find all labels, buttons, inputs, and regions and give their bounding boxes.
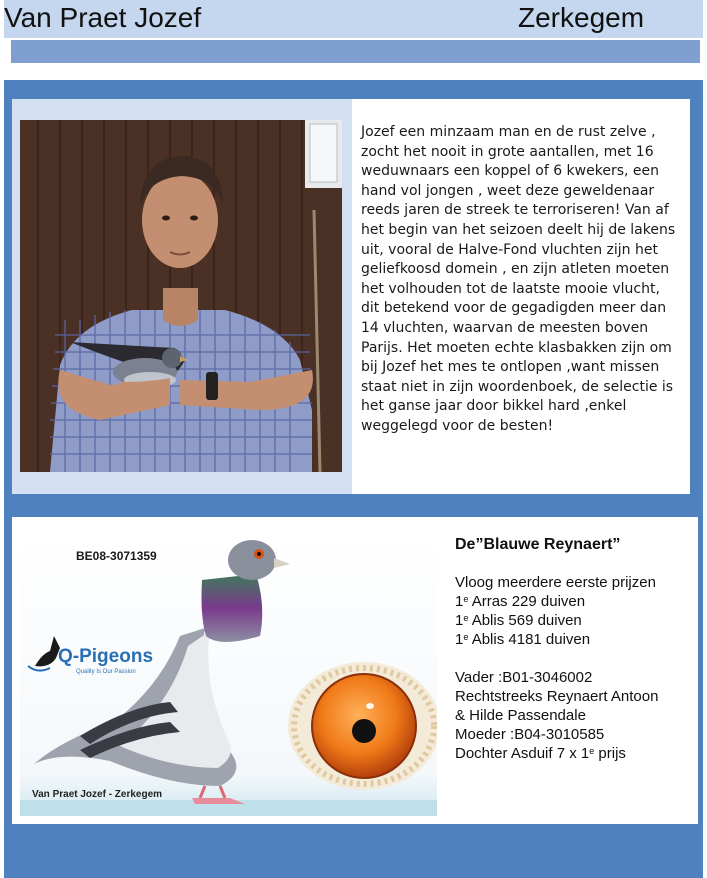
- prize-rank-suffix: e: [463, 632, 469, 642]
- prize-row: [455, 592, 700, 611]
- pigeon-photo-card: [20, 536, 437, 816]
- brand-logo-text: Q-Pigeons: [58, 646, 154, 667]
- header-band: [4, 0, 703, 38]
- prize-rank: 1: [455, 593, 464, 610]
- brand-tagline: Quality Is Our Passion: [76, 669, 136, 675]
- pigeon-summary: Vloog meerdere eerste prijzen: [455, 574, 656, 591]
- prize-rank: 1: [455, 612, 464, 629]
- pigeon-name: De”Blauwe Reynaert”: [455, 536, 621, 553]
- prize-rank-suffix: e: [463, 613, 469, 623]
- breeder-name: Van Praet Jozef: [4, 2, 202, 33]
- photo-caption: Van Praet Jozef - Zerkegem: [32, 789, 163, 800]
- header-accent-bar: [11, 40, 700, 63]
- mother-ring: Moeder :B04-3010585: [455, 726, 605, 743]
- mother-lineage-end: prijs: [594, 745, 626, 762]
- breeder-location: Zerkegem: [518, 2, 645, 33]
- mother-lineage-suffix: e: [589, 746, 595, 756]
- ring-number: BE08-3071359: [76, 549, 157, 563]
- intro-paragraph: Jozef een minzaam man en de rust zelve , zocht het nooit in grote aantallen, met 16 weduwnaars een koppel of 6 kwekers, een hand vol jongen , weet deze geweldenaar reeds jaren de streek te terroriseren! Van af het begin van het seizoen deelt hij de lakens uit, vooral de Halve-Fond vluchten zijn het geliefkoosd domein , en zijn atleten moeten het volhouden tot de laatste mooie vlucht, dit betekend voor de gegadigden meer dan 14 vluchten, waarvan de meesten boven Parijs. Het moeten echte klasbakken zijn om bij Jozef het mes te ontlopen ,want missen staat niet in zijn woordenboek, de selectie is het ganse jaar door bikkel hard ,enkel weggelegd voor de besten!: [361, 124, 676, 434]
- pigeon-info: [455, 535, 700, 763]
- prize-row: [455, 630, 700, 649]
- father-lineage: Rechtstreeks Reynaert Antoon: [455, 688, 659, 705]
- mother-lineage: [455, 744, 700, 763]
- breeder-photo: [20, 120, 342, 472]
- prize-text: Ablis 569 duiven: [468, 612, 582, 629]
- prize-row: [455, 611, 700, 630]
- mother-lineage-text: Dochter Asduif 7 x 1: [455, 745, 590, 762]
- prize-rank: 1: [455, 631, 464, 648]
- prize-rank-suffix: e: [463, 594, 469, 604]
- prize-text: Ablis 4181 duiven: [468, 631, 591, 648]
- prize-text: Arras 229 duiven: [468, 593, 586, 610]
- spacer: [455, 649, 700, 668]
- father-owner: & Hilde Passendale: [455, 707, 586, 724]
- intro-text-box: [352, 99, 690, 494]
- father-ring: Vader :B01-3046002: [455, 669, 593, 686]
